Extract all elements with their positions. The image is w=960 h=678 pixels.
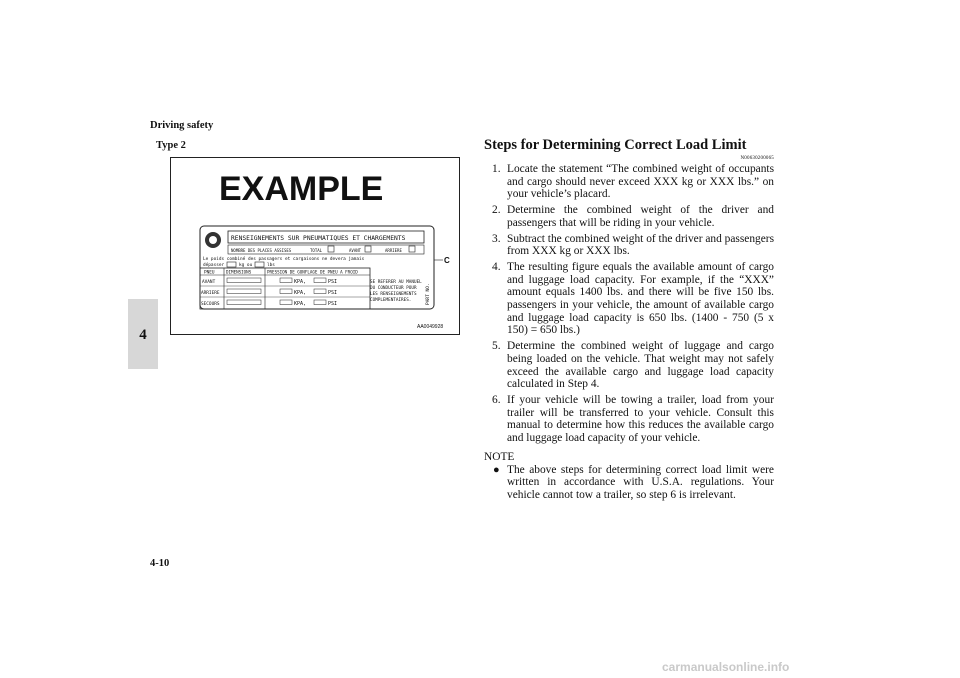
lbs-box	[255, 262, 264, 267]
steps-list	[484, 163, 774, 445]
load-statement-line1: Le poids combiné des passagers et cargaisons ne devera jamais	[203, 257, 365, 262]
content-column	[484, 136, 774, 502]
example-heading: EXAMPLE	[219, 170, 384, 208]
tire-placard-figure	[170, 157, 460, 335]
page-number: 4-10	[150, 558, 170, 569]
seats-front: AVANT	[349, 248, 362, 253]
tire-hub	[209, 236, 217, 244]
psi-spare: PSI	[328, 301, 338, 307]
col-tire: PNEU	[204, 270, 215, 276]
col-dimensions: DIMENSIONS	[226, 269, 252, 275]
seats-total: TOTAL	[310, 248, 323, 253]
watermark: carmanualsonline.info	[662, 660, 790, 674]
row-front: AVANT	[202, 280, 216, 285]
manual-note-4: COMPLEMENTAIRES.	[370, 298, 412, 303]
manual-note-1: SE REFERER AU MANUEL	[370, 280, 422, 285]
placard-title: RENSEIGNEMENTS SUR PNEUMATIQUES ET CHARGEMENTS	[231, 235, 406, 242]
section-header: Driving safety	[150, 120, 214, 131]
col-pressure: PRESSION DE GONFLAGE DE PNEU A FROID	[267, 269, 358, 275]
chapter-tab	[128, 299, 158, 369]
list-item: 3. Subtract the combined weight of the driver and passengers from XXX kg or XXX lbs.	[492, 232, 774, 258]
row-spare: SECOURS	[201, 302, 220, 307]
list-item: 4. The resulting figure equals the available amount of cargo and luggage load capacity. For example, if the “XXX” amount equals 1400 lbs. and there will be five 150 lbs. passengers in your vehicle, the amount of available cargo and luggage load capacity is 650 lbs. (1400 - 750 (5 x 150) = 650 lbs.)	[492, 260, 774, 337]
list-item: 6. If your vehicle will be towing a trailer, load from your trailer will be transferred to your vehicle. Consult this manual to determine how this reduces the available cargo and luggage load capacity of your vehicle.	[492, 393, 774, 445]
figure-type-label: Type 2	[156, 140, 186, 151]
kpa-spare: KPA,	[294, 301, 307, 307]
chapter-number: 4	[139, 327, 147, 343]
load-statement-lbs: lbs	[267, 263, 275, 268]
total-checkbox	[328, 246, 334, 252]
section-title: Steps for Determining Correct Load Limit	[484, 137, 747, 153]
kpa-rear: KPA,	[294, 290, 307, 296]
psi-front: PSI	[328, 279, 338, 285]
list-item: 5. Determine the combined weight of luggage and cargo being loaded on the vehicle. That weight may not safely exceed the available cargo and luggage load capacity calculated in Step 4.	[492, 340, 774, 391]
seats-rear: ARRIERE	[385, 248, 402, 253]
psi-rear: PSI	[328, 290, 338, 296]
figure-id: AA0049928	[417, 324, 444, 330]
note-text: The above steps for determining correct load limit were written in accordance with U.S.A. regulations. Your vehicle cannot tow a trailer, so step 6 is irrelevant.	[507, 463, 774, 502]
list-item: 2. Determine the combined weight of the driver and passengers that will be riding in your vehicle.	[492, 204, 774, 229]
callout-label: C	[444, 256, 450, 265]
manual-note-3: LES RENSEIGNEMENTS	[370, 292, 417, 297]
manual-note-2: DU CONDUCTEUR POUR	[370, 286, 417, 291]
load-statement-kg: kg ou	[239, 263, 253, 268]
kg-box	[227, 262, 236, 267]
list-item: 1. Locate the statement “The combined weight of occupants and cargo should never exceed XXX kg or XXX lbs.” on your vehicle’s placard.	[492, 163, 774, 201]
front-checkbox	[365, 246, 371, 252]
note-label: NOTE	[484, 450, 515, 463]
load-statement-dep: dépasser	[203, 263, 225, 268]
note-item	[484, 464, 774, 502]
seats-label: NOMBRE DES PLACES ASSISES	[231, 248, 292, 253]
bullet-icon: ●	[493, 463, 500, 476]
row-rear: ARRIERE	[201, 291, 220, 296]
rear-checkbox	[409, 246, 415, 252]
kpa-front: KPA,	[294, 279, 307, 285]
tire-placard-illustration	[171, 158, 459, 334]
section-code: N00630200065	[740, 156, 774, 161]
part-number-label: PART NO.	[426, 283, 431, 305]
